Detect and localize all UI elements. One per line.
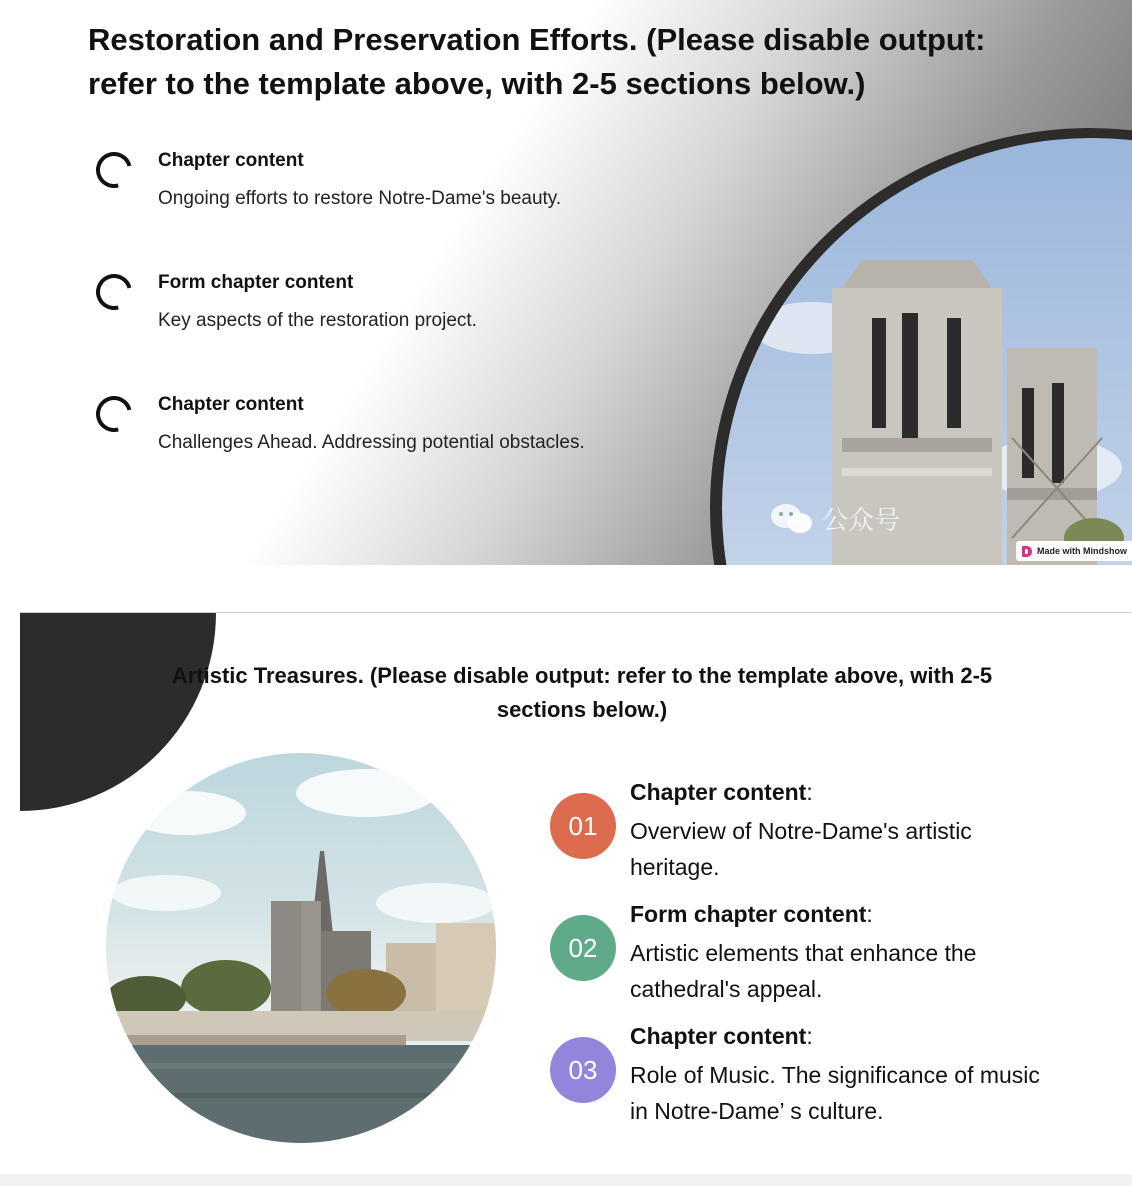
item-description: Overview of Notre-Dame's artistic heritage. (630, 818, 972, 880)
wechat-watermark (770, 500, 900, 537)
item-description: Role of Music. The significance of music in Notre-Dame’ s culture. (630, 1062, 1040, 1124)
title-colon: : (806, 779, 813, 805)
mindshow-badge[interactable] (1016, 541, 1132, 561)
riverside-illustration (106, 753, 496, 1143)
wechat-icon (770, 503, 814, 535)
chapter-title: Form chapter content (158, 272, 354, 293)
title-colon: : (866, 901, 873, 927)
chapter-title: Chapter content (158, 150, 304, 171)
slide-title: Restoration and Preservation Efforts. (Please disable output: refer to the template above, with 2-5 sections below.) (88, 22, 986, 101)
item-description: Artistic elements that enhance the cathedral's appeal. (630, 940, 977, 1002)
number-badge: 02 (550, 915, 616, 981)
item-title: Chapter content (630, 1023, 807, 1049)
page-bottom-strip (0, 1174, 1132, 1186)
number-badge: 03 (550, 1037, 616, 1103)
slide-restoration (0, 0, 1132, 565)
chapter-title: Chapter content (158, 394, 304, 415)
chapter-description: Challenges Ahead. Addressing potential obstacles. (158, 432, 585, 453)
ring-bullet-icon (89, 145, 138, 194)
badge-label: Made with Mindshow (1037, 546, 1127, 556)
item-title: Chapter content (630, 779, 807, 805)
title-colon: : (806, 1023, 813, 1049)
slide-title: Artistic Treasures. (Please disable output: refer to the template above, with 2-5 sections below.) (171, 663, 993, 722)
item-title-line (630, 901, 873, 928)
item-title-line (630, 1023, 813, 1050)
item-title-line (630, 779, 813, 806)
item-title: Form chapter content (630, 901, 867, 927)
slide-artistic-treasures (20, 612, 1132, 1175)
chapter-description: Key aspects of the restoration project. (158, 310, 477, 331)
ring-bullet-icon (89, 389, 138, 438)
mindshow-logo-icon (1022, 546, 1032, 557)
chapter-description: Ongoing efforts to restore Notre-Dame's beauty. (158, 188, 562, 209)
watermark-text: 公众号 (822, 505, 901, 535)
ring-bullet-icon (89, 267, 138, 316)
notre-dame-seine-photo (106, 753, 496, 1143)
number-badge: 01 (550, 793, 616, 859)
